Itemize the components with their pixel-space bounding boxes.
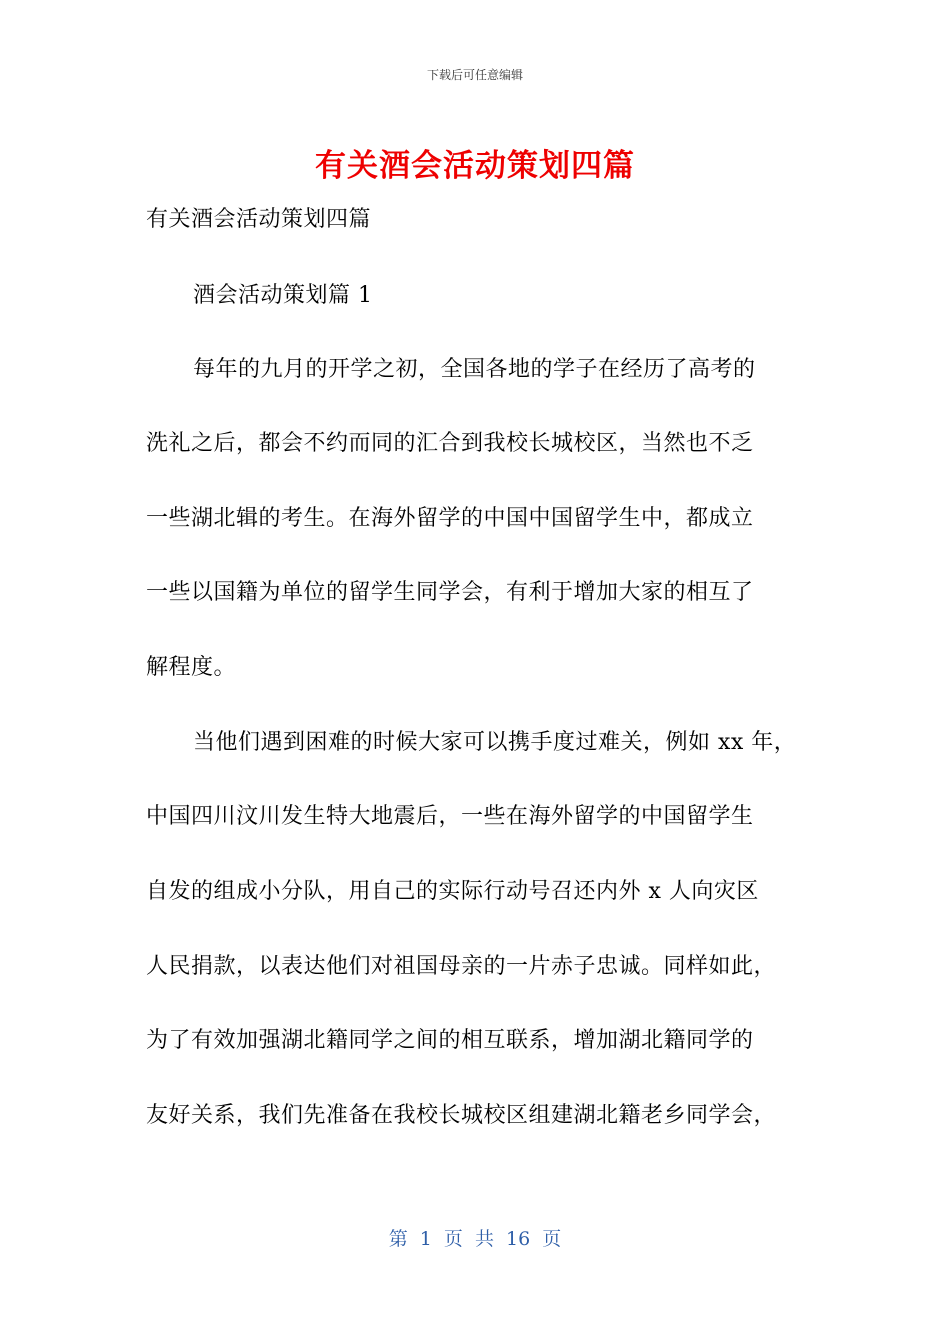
paragraph-line: 中国四川汶川发生特大地震后，一些在海外留学的中国留学生: [146, 804, 754, 829]
document-title: 有关酒会活动策划四篇: [315, 148, 635, 184]
paragraph-line: 解程度。: [146, 655, 237, 680]
paragraph-line: 洗礼之后，都会不约而同的汇合到我校长城校区，当然也不乏: [146, 431, 754, 456]
paragraph-line: 自发的组成小分队，用自己的实际行动号召还内外 x 人向灾区: [146, 879, 759, 904]
paragraph-line: 为了有效加强湖北籍同学之间的相互联系，增加湖北籍同学的: [146, 1028, 754, 1053]
document-subtitle: 有关酒会活动策划四篇: [146, 207, 372, 232]
section-heading: 酒会活动策划篇 1: [193, 283, 373, 308]
paragraph-line: 每年的九月的开学之初，全国各地的学子在经历了高考的: [193, 357, 756, 382]
page-number: 第 1 页 共 16 页: [388, 1228, 562, 1250]
paragraph-line: 人民捐款，以表达他们对祖国母亲的一片赤子忠诚。同样如此，: [146, 954, 777, 979]
paragraph-line: 一些湖北辑的考生。在海外留学的中国中国留学生中，都成立: [146, 506, 754, 531]
header-note: 下载后可任意编辑: [426, 68, 523, 82]
paragraph-line: 当他们遇到困难的时候大家可以携手度过难关，例如 xx 年，: [193, 730, 797, 755]
paragraph-line: 一些以国籍为单位的留学生同学会，有利于增加大家的相互了: [146, 580, 754, 605]
paragraph-line: 友好关系，我们先准备在我校长城校区组建湖北籍老乡同学会，: [146, 1103, 777, 1128]
